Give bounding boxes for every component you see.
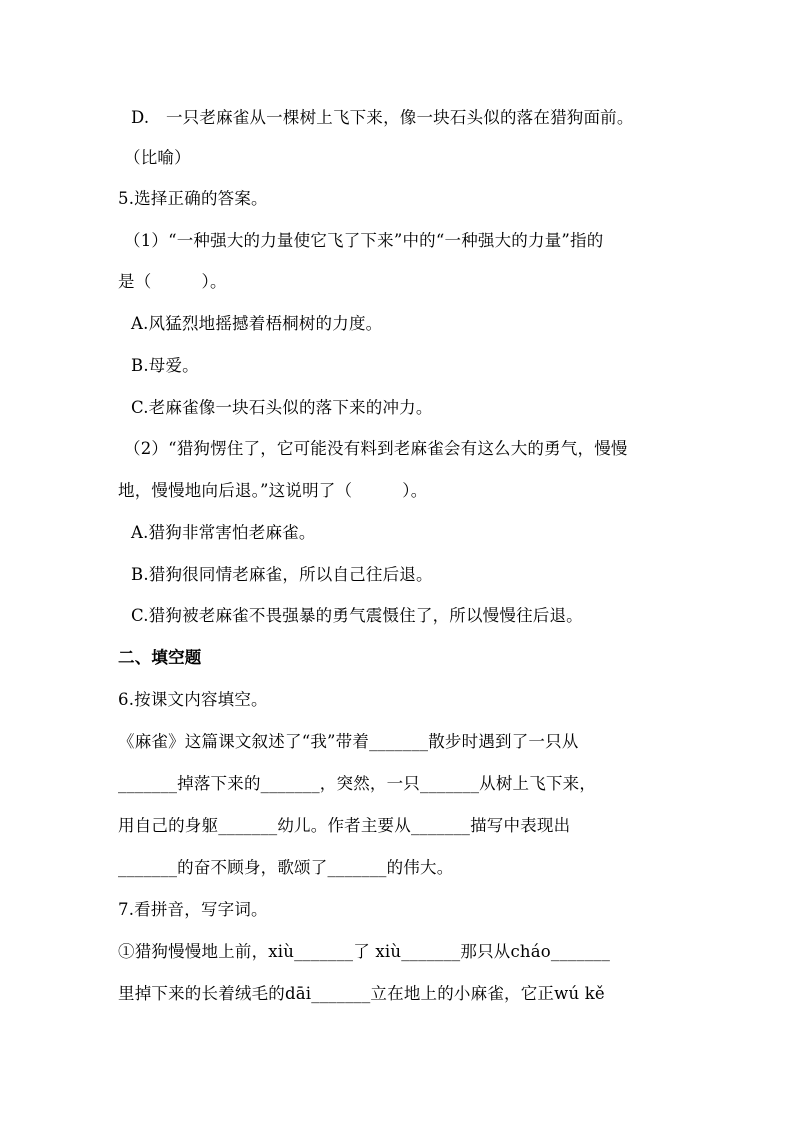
- option-a-1: A.风猛烈地摇撼着梧桐树的力度。: [131, 314, 383, 333]
- option-a-2: A.猎狗非常害怕老麻雀。: [131, 523, 316, 542]
- question-7-text-1: ①猎狗慢慢地上前，xiù_______了 xiù_______那只从cháo_______: [118, 942, 611, 961]
- option-b-1: B.母爱。: [131, 356, 199, 375]
- option-d-line: D. 一只老麻雀从一棵树上飞下来，像一块石头似的落在猎狗面前。: [131, 108, 634, 127]
- figure-of-speech-note: （比喻）: [124, 148, 191, 167]
- question-6-title: 6.按课文内容填空。: [118, 690, 268, 709]
- question-5-2-stem: （2）“猎狗愣住了，它可能没有料到老麻雀会有这么大的勇气，慢慢: [124, 439, 628, 458]
- question-7-text-2: 里掉下来的长着绒毛的dāi_______立在地上的小麻雀，它正wú kě: [118, 984, 605, 1003]
- option-c-2: C.猎狗被老麻雀不畏强暴的勇气震慑住了，所以慢慢往后退。: [131, 606, 583, 625]
- section-heading-fill-blank: 二、填空题: [118, 648, 202, 667]
- question-5-1-stem: （1）“一种强大的力量使它飞了下来”中的“一种强大的力量”指的: [124, 231, 604, 250]
- question-5-title: 5.选择正确的答案。: [118, 189, 268, 208]
- question-7-title: 7.看拼音，写字词。: [118, 900, 268, 919]
- question-6-text-2: _______掉落下来的_______，突然，一只_______从树上飞下来，: [118, 774, 597, 793]
- question-6-text-3: 用自己的身躯_______幼儿。作者主要从_______描写中表现出: [118, 816, 571, 835]
- question-6-text-4: _______的奋不顾身，歌颂了_______的伟大。: [118, 858, 454, 877]
- option-b-2: B.猎狗很同情老麻雀，所以自己往后退。: [131, 565, 433, 584]
- question-6-text-1: 《麻雀》这篇课文叙述了“我”带着_______散步时遇到了一只从: [118, 732, 579, 751]
- question-5-1-stem-cont: 是（ ）。: [118, 272, 227, 291]
- option-c-1: C.老麻雀像一块石头似的落下来的冲力。: [131, 398, 433, 417]
- question-5-2-stem-cont: 地，慢慢地向后退。”这说明了（ ）。: [118, 481, 428, 500]
